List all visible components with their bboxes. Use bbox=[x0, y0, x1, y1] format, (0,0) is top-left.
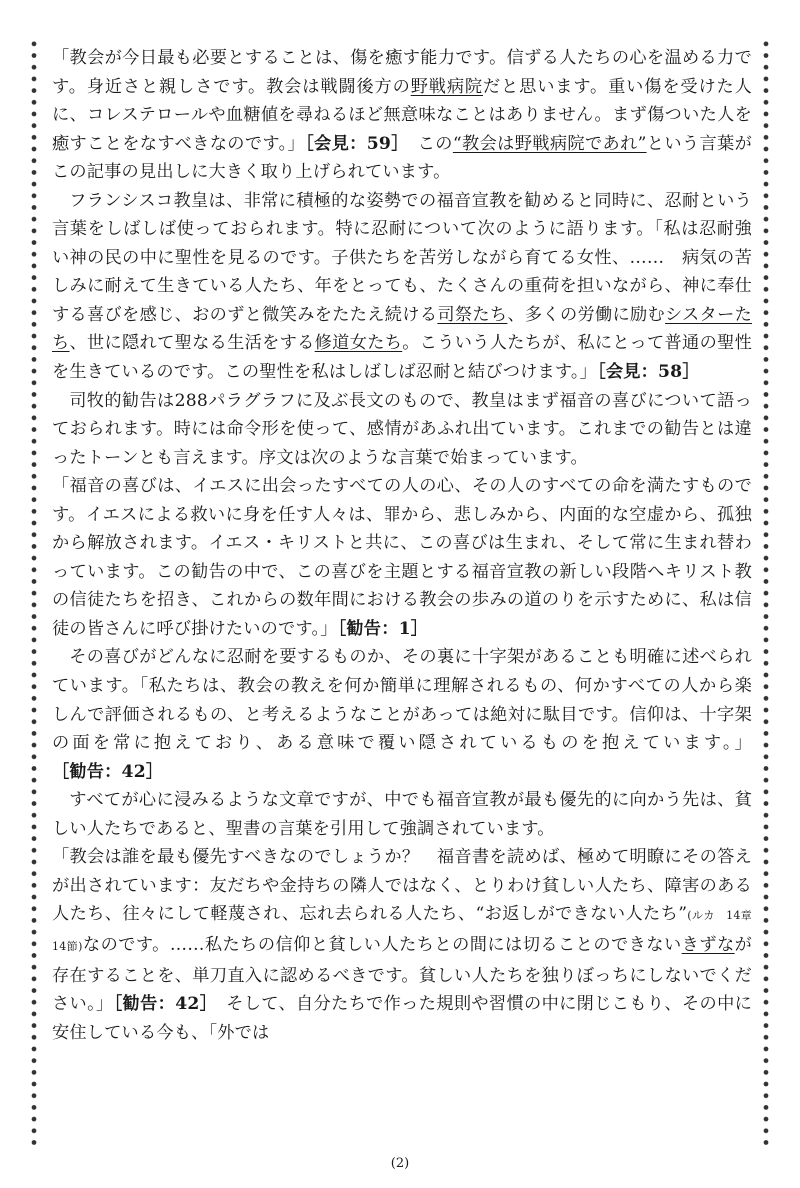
underlined-term: 司祭たち bbox=[437, 304, 508, 325]
underlined-headline: “教会は野戦病院であれ” bbox=[452, 133, 647, 154]
citation: ［勧告：1］ bbox=[337, 618, 429, 639]
left-dotted-border bbox=[31, 38, 37, 1150]
underlined-term: きずな bbox=[681, 934, 735, 955]
citation: ［会見：59］ bbox=[305, 133, 401, 154]
paragraph-4: 「福音の喜びは、イエスに出会ったすべての人の心、その人のすべての命を満たすものです。イエスによる救いに身を任す人々は、罪から、悲しみから、内面的な空虚から、孤独から解放されます。イエス・キリストと共に、この喜びは生まれ、そして常に生まれ替わっています。この勧告の中で、この喜びを主題とする福音宣教の新しい段階へキリスト教の信徒たちを招き、これからの数年間における教会の歩みの道のりを示すために、私は信徒の皆さんに呼び掛けたいのです。」［勧告：1］ bbox=[52, 476, 752, 639]
article-body bbox=[52, 44, 752, 1047]
underlined-term: 修道女たち bbox=[314, 333, 403, 354]
paragraph-7: 「教会は誰を最も優先すべきなのでしょうか？ 福音書を読めば、極めて明瞭にその答えが出されています：友だちや金持ちの隣人ではなく、とりわけ貧しい人たち、障害のある人たち、往々にして軽蔑され、忘れ去られる人たち、“お返しができない人たち”(ルカ 14章14節)なのです。……私たちの信仰と貧しい人たちとの間には切ることのできないきずなが存在することを、単刀直入に認めるべきです。貧しい人たちを独りぼっちにしないでください。」［勧告：42］ そして、自分たちで作った規則や習慣の中に閉じこもり、その中に安住している今も、「外では bbox=[52, 847, 753, 1043]
underlined-term: 野戦病院 bbox=[410, 76, 483, 97]
scripture-reference: (ルカ 14章14節) bbox=[52, 909, 752, 953]
right-dotted-border bbox=[763, 38, 769, 1150]
paragraph-5: その喜びがどんなに忍耐を要するものか、その裏に十字架があることも明確に述べられています。「私たちは、教会の教えを何か簡単に理解されるもの、何かすべての人から楽しんで評価されるもの、と考えるようなことがあっては絶対に駄目です。信仰は、十字架の面を常に抱えており、ある意味で覆い隠されているものを抱えています。」［勧告：42］ bbox=[52, 647, 752, 782]
citation: ［勧告：42］ bbox=[52, 761, 164, 782]
citation: ［勧告：42］ bbox=[113, 994, 209, 1015]
citation: ［会見：58］ bbox=[597, 362, 700, 383]
page-number: (2) bbox=[390, 1156, 410, 1171]
paragraph-2: フランシスコ教皇は、非常に積極的な姿勢での福音宣教を勧めると同時に、忍耐という言葉をしばしば使っておられます。特に忍耐について次のように語ります。「私は忍耐強い神の民の中に聖性を見るのです。子供たちを苦労しながら育てる女性、…… 病気の苦しみに耐えて生きている人たち、年をとっても、たくさんの重荷を担いながら、神に奉仕する喜びを感じ、おのずと微笑みをたたえ続ける司祭たち、多くの労働に励むシスターたち、世に隠れて聖なる生活をする修道女たち。こういう人たちが、私にとって普通の聖性を生きているのです。この聖性を私はしばしば忍耐と結びつけます。」［会見：58］ bbox=[52, 190, 752, 383]
paragraph-6: すべてが心に浸みるような文章ですが、中でも福音宣教が最も優先的に向かう先は、貧しい人たちであると、聖書の言葉を引用して強調されています。 bbox=[52, 790, 752, 839]
paragraph-3: 司牧的勧告は288パラグラフに及ぶ長文のもので、教皇はまず福音の喜びについて語っておられます。時には命令形を使って、感情があふれ出ています。これまでの勧告とは違ったトーンとも言えます。序文は次のような言葉で始まっています。 bbox=[52, 390, 752, 468]
underlined-term: シスターたち bbox=[52, 304, 752, 354]
paragraph-1: 「教会が今日最も必要とすることは、傷を癒す能力です。信ずる人たちの心を温める力です。身近さと親しさです。教会は戦闘後方の野戦病院だと思います。重い傷を受けた人に、コレステロールや血糖値を尋ねるほど無意味なことはありません。まず傷ついた人を癒すことをなすべきなのです。」［会見：59］ この“教会は野戦病院であれ”という言葉がこの記事の見出しに大きく取り上げられています。 bbox=[52, 48, 752, 183]
